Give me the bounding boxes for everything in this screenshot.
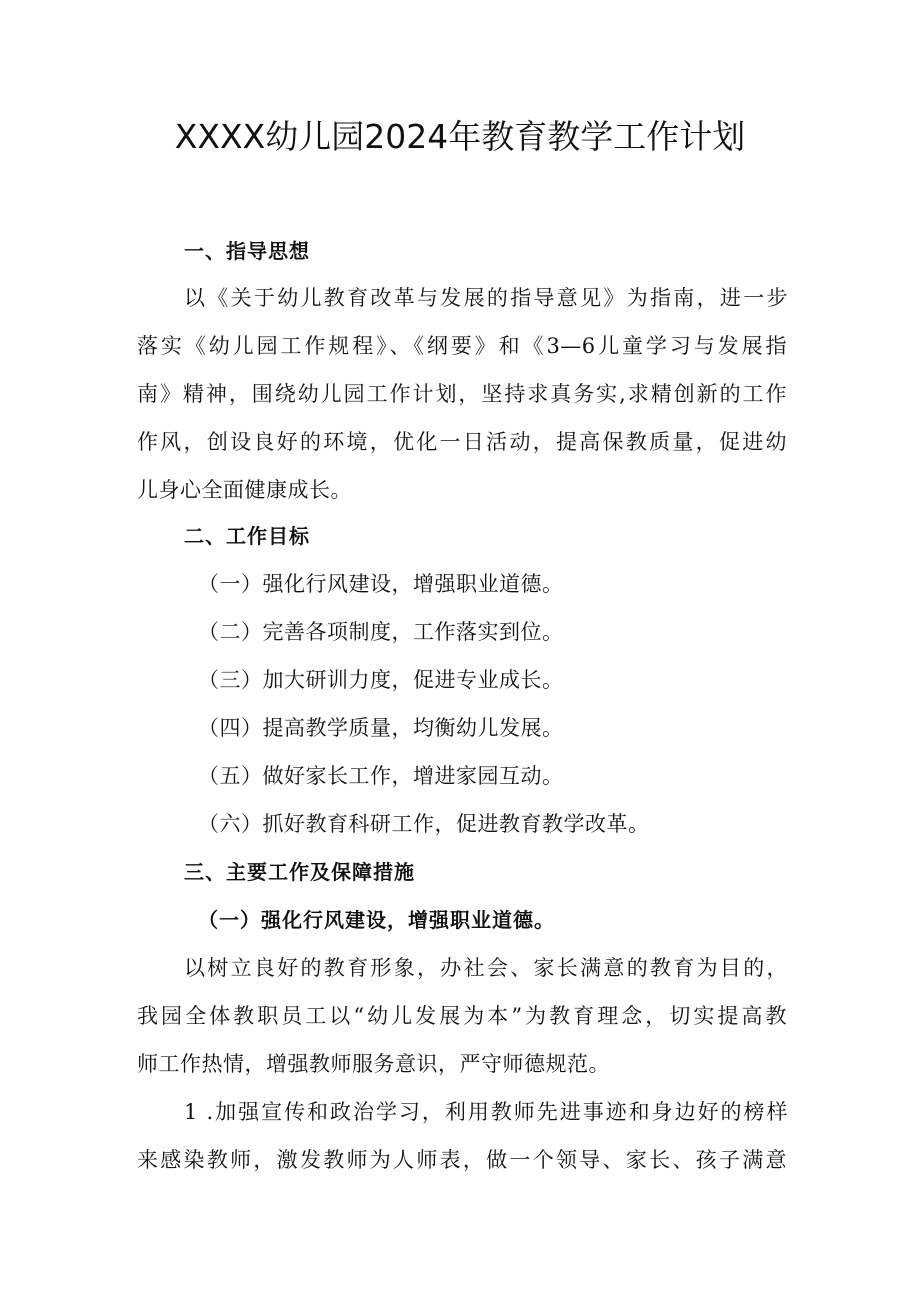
paragraph-line: 落实《幼儿园工作规程》、《纲要》和《3—6儿童学习与发展指 [137,334,787,358]
paragraph-line: 以《关于幼儿教育改革与发展的指导意见》为指南，进一步 [184,286,788,310]
section-heading-main-work: 三、主要工作及保障措施 [184,860,415,884]
document-title: XXXX幼儿园2024年教育教学工作计划 [174,117,746,156]
goal-item: （三）加大研训力度，促进专业成长。 [198,668,564,692]
goal-item: （二）完善各项制度，工作落实到位。 [198,620,564,644]
paragraph-line: 师工作热情，增强教师服务意识，严守师德规范。 [137,1052,610,1076]
paragraph-line: 我园全体教职员工以“幼儿发展为本”为教育理念，切实提高教 [137,1004,787,1028]
goal-item: （一）强化行风建设，增强职业道德。 [198,572,564,596]
paragraph-line: 来感染教师，激发教师为人师表，做一个领导、家长、孩子满意 [137,1148,787,1172]
goal-item: （五）做好家长工作，增进家园互动。 [198,764,564,788]
section-heading-guiding-ideology: 一、指导思想 [184,239,310,263]
paragraph-line: 作风，创设良好的环境，优化一日活动，提高保教质量，促进幼 [137,430,787,454]
goal-item: （六）抓好教育科研工作，促进教育教学改革。 [198,812,650,836]
paragraph-line: 1 .加强宣传和政治学习，利用教师先进事迹和身边好的榜样 [184,1100,788,1124]
subsection-heading: （一）强化行风建设，增强职业道德。 [198,908,555,932]
paragraph-line: 儿身心全面健康成长。 [137,478,352,502]
paragraph-line: 南》精神，围绕幼儿园工作计划，坚持求真务实,求精创新的工作 [137,382,787,406]
paragraph-line: 以树立良好的教育形象，办社会、家长满意的教育为目的， [184,956,788,980]
goal-item: （四）提高教学质量，均衡幼儿发展。 [198,716,564,740]
section-heading-work-goals: 二、工作目标 [184,524,310,548]
